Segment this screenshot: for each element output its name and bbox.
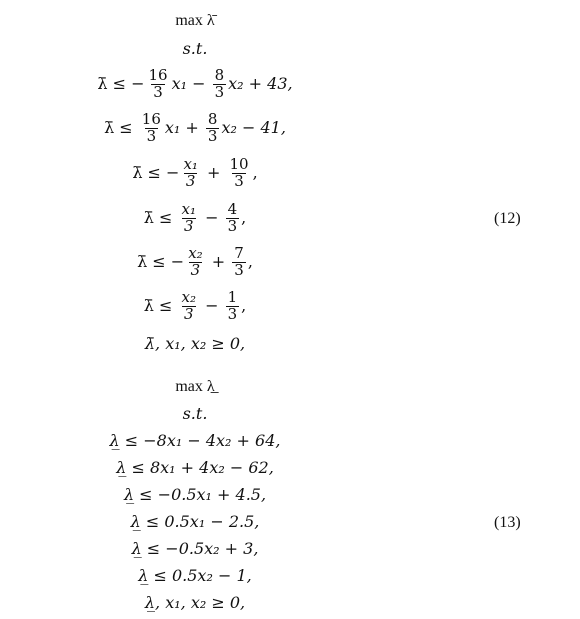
- fraction: $\frac{\text{x₁}}{3}$: [181, 200, 196, 235]
- objective-12: max λ̄: [175, 12, 215, 29]
- subject-to-13: s.t.: [182, 404, 208, 423]
- nonnegativity-13: λ̲, x₁, x₂ ≥ 0,: [144, 593, 246, 612]
- fraction: $\frac{8}{3}$: [207, 110, 218, 145]
- fraction: $\frac{\text{x₂}}{3}$: [181, 288, 196, 323]
- nonnegativity-12: λ̄, x₁, x₂ ≥ 0,: [144, 334, 246, 353]
- constraint-12-3: λ̄ ≤ − $\frac{\text{x₁}}{3}$ + $\frac{10}{3}$ ,: [132, 155, 258, 190]
- constraint-12-5: λ̄ ≤ − $\frac{\text{x₂}}{3}$ + $\frac{7}{3}$ ,: [137, 244, 253, 279]
- fraction: $\frac{10}{3}$: [229, 155, 249, 190]
- fraction: $\frac{16}{3}$: [141, 110, 161, 145]
- fraction: $\frac{\text{x₁}}{3}$: [183, 155, 198, 190]
- constraint-12-2: λ̄ ≤ $\frac{16}{3}$ x₁ + $\frac{8}{3}$ x₂ − 41,: [104, 110, 286, 145]
- fraction: $\frac{7}{3}$: [234, 244, 244, 279]
- constraint-13-2: λ̲ ≤ 8x₁ + 4x₂ − 62,: [116, 458, 274, 477]
- fraction: $\frac{4}{3}$: [227, 200, 238, 235]
- constraint-12-6: λ̄ ≤ $\frac{\text{x₂}}{3}$ − $\frac{1}{3}$ ,: [143, 288, 247, 323]
- fraction: $\frac{8}{3}$: [214, 66, 225, 101]
- constraint-13-1: λ̲ ≤ −8x₁ − 4x₂ + 64,: [109, 431, 281, 450]
- subject-to-12: s.t.: [182, 39, 208, 58]
- equation-number-12: (12): [494, 210, 521, 227]
- constraint-13-3: λ̲ ≤ −0.5x₁ + 4.5,: [123, 485, 267, 504]
- fraction: $\frac{1}{3}$: [227, 288, 238, 323]
- constraint-13-5: λ̲ ≤ −0.5x₂ + 3,: [131, 539, 259, 558]
- constraint-12-1: λ̄ ≤ − $\frac{16}{3}$ x₁ − $\frac{8}{3}$ x₂ + 43,: [97, 66, 293, 101]
- constraint-13-6: λ̲ ≤ 0.5x₂ − 1,: [138, 566, 252, 585]
- constraint-13-4: λ̲ ≤ 0.5x₁ − 2.5,: [130, 512, 260, 531]
- constraint-12-4: λ̄ ≤ $\frac{\text{x₁}}{3}$ − $\frac{4}{3}$ ,: [143, 200, 247, 235]
- equation-number-13: (13): [494, 514, 521, 531]
- objective-13: max λ̲: [175, 378, 215, 395]
- fraction: $\frac{16}{3}$: [148, 66, 168, 101]
- fraction: $\frac{\text{x₂}}{3}$: [188, 244, 203, 279]
